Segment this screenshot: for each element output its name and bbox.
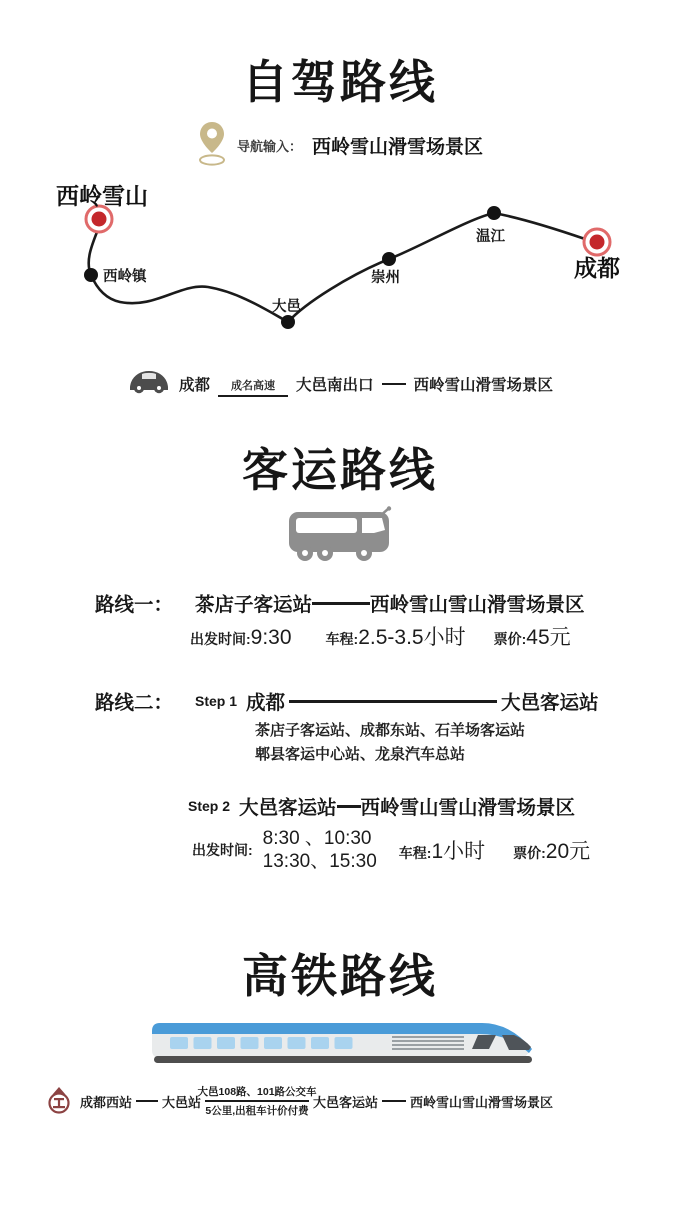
map-label-dayi: 大邑 xyxy=(272,299,301,315)
route-line xyxy=(136,1100,158,1102)
route-line xyxy=(218,395,288,397)
highway-connector xyxy=(218,377,288,397)
step1-to: 大邑客运站 xyxy=(501,692,599,714)
stop-dot-wenjiang xyxy=(487,206,501,220)
location-pin-icon xyxy=(197,120,227,171)
highway-label: 成名高速 xyxy=(230,380,275,392)
duration-label: 车程: xyxy=(398,845,432,861)
bus-route1-details xyxy=(190,621,571,651)
rail-to: 西岭雪山雪山滑雪场景区 xyxy=(410,1094,554,1110)
origin-marker xyxy=(86,206,112,232)
rail-stop2: 大邑客运站 xyxy=(313,1094,379,1110)
rail-section-title: 高铁路线 xyxy=(242,950,438,1002)
bus-route2-details xyxy=(192,827,590,873)
route-map xyxy=(0,175,680,350)
navigation-row xyxy=(0,120,680,171)
bus-route1-row xyxy=(95,589,585,617)
drive-from: 成都 xyxy=(178,377,210,394)
depart-times-line2: 13:30、15:30 xyxy=(262,851,377,872)
step2-to: 西岭雪山雪山滑雪场景区 xyxy=(360,797,576,819)
route2-label: 路线二： xyxy=(95,692,174,714)
bus-route2-step1-row xyxy=(95,687,599,715)
route-line xyxy=(289,700,497,703)
drive-to: 西岭雪山滑雪场景区 xyxy=(413,377,554,394)
route-line xyxy=(312,602,370,605)
transfer-bus-note: 大邑108路、101路公交车 xyxy=(197,1086,317,1098)
stop-dot-xilingzhen xyxy=(84,268,98,282)
step1-from: 成都 xyxy=(246,692,286,714)
depart-times-line1: 8:30 、10:30 xyxy=(262,828,372,849)
duration-label: 车程: xyxy=(325,631,359,647)
depart-value: 9:30 xyxy=(250,626,292,649)
nav-input-label: 导航输入： xyxy=(236,139,302,154)
depart-label: 出发时间: xyxy=(190,631,251,647)
bus-route2-step2-row xyxy=(188,792,575,820)
stations-line1: 茶店子客运站、成都东站、石羊场客运站 xyxy=(255,722,526,739)
route-line xyxy=(382,1100,406,1102)
nav-input-value: 西岭雪山滑雪场景区 xyxy=(312,137,484,158)
price-pair xyxy=(513,835,590,865)
driving-section-title: 自驾路线 xyxy=(242,56,438,108)
step2-from: 大邑客运站 xyxy=(239,797,337,819)
map-label-chongzhou: 崇州 xyxy=(371,270,400,286)
price-label: 票价: xyxy=(513,845,546,861)
duration-value: 1小时 xyxy=(431,840,486,863)
map-label-wenjiang: 温江 xyxy=(476,229,505,245)
transfer-connector xyxy=(197,1084,317,1118)
step2-label: Step 2 xyxy=(188,798,231,814)
rail-itinerary xyxy=(46,1084,553,1118)
bus-section-title: 客运路线 xyxy=(242,444,438,496)
step1-label: Step 1 xyxy=(195,693,238,709)
price-label: 票价: xyxy=(493,631,527,647)
rail-from: 成都西站 xyxy=(80,1094,133,1110)
transfer-taxi-note: 5公里,出租车计价付费 xyxy=(205,1105,309,1117)
driving-itinerary xyxy=(0,368,680,400)
route1-from: 茶店子客运站 xyxy=(195,594,313,616)
map-label-destination: 成都 xyxy=(574,255,620,281)
depart-label: 出发时间: xyxy=(192,842,253,858)
route1-label: 路线一： xyxy=(95,594,174,616)
price-value: 45元 xyxy=(526,626,571,649)
duration-pair xyxy=(399,835,485,865)
route-line xyxy=(337,805,361,808)
high-speed-train-icon xyxy=(0,1015,680,1074)
stop-dot-chongzhou xyxy=(382,252,396,266)
route1-to: 西岭雪山雪山滑雪场景区 xyxy=(370,594,585,616)
map-label-origin: 西岭雪山 xyxy=(56,183,148,209)
route-line xyxy=(382,383,406,385)
depart-times xyxy=(263,827,377,873)
route-line xyxy=(205,1100,309,1102)
departure-stations xyxy=(255,719,525,767)
bus-icon xyxy=(0,504,680,569)
drive-via: 大邑南出口 xyxy=(295,377,374,394)
car-icon xyxy=(127,368,171,400)
destination-marker xyxy=(584,229,610,255)
map-label-xilingzhen: 西岭镇 xyxy=(103,269,147,285)
stop-dot-dayi xyxy=(281,315,295,329)
price-value: 20元 xyxy=(545,840,591,863)
rail-stop1: 大邑站 xyxy=(162,1094,202,1110)
route-path xyxy=(89,213,585,322)
duration-value: 2.5-3.5小时 xyxy=(358,626,466,649)
stations-line2: 郫县客运中心站、龙泉汽车总站 xyxy=(255,746,466,763)
china-railway-icon xyxy=(46,1086,72,1117)
